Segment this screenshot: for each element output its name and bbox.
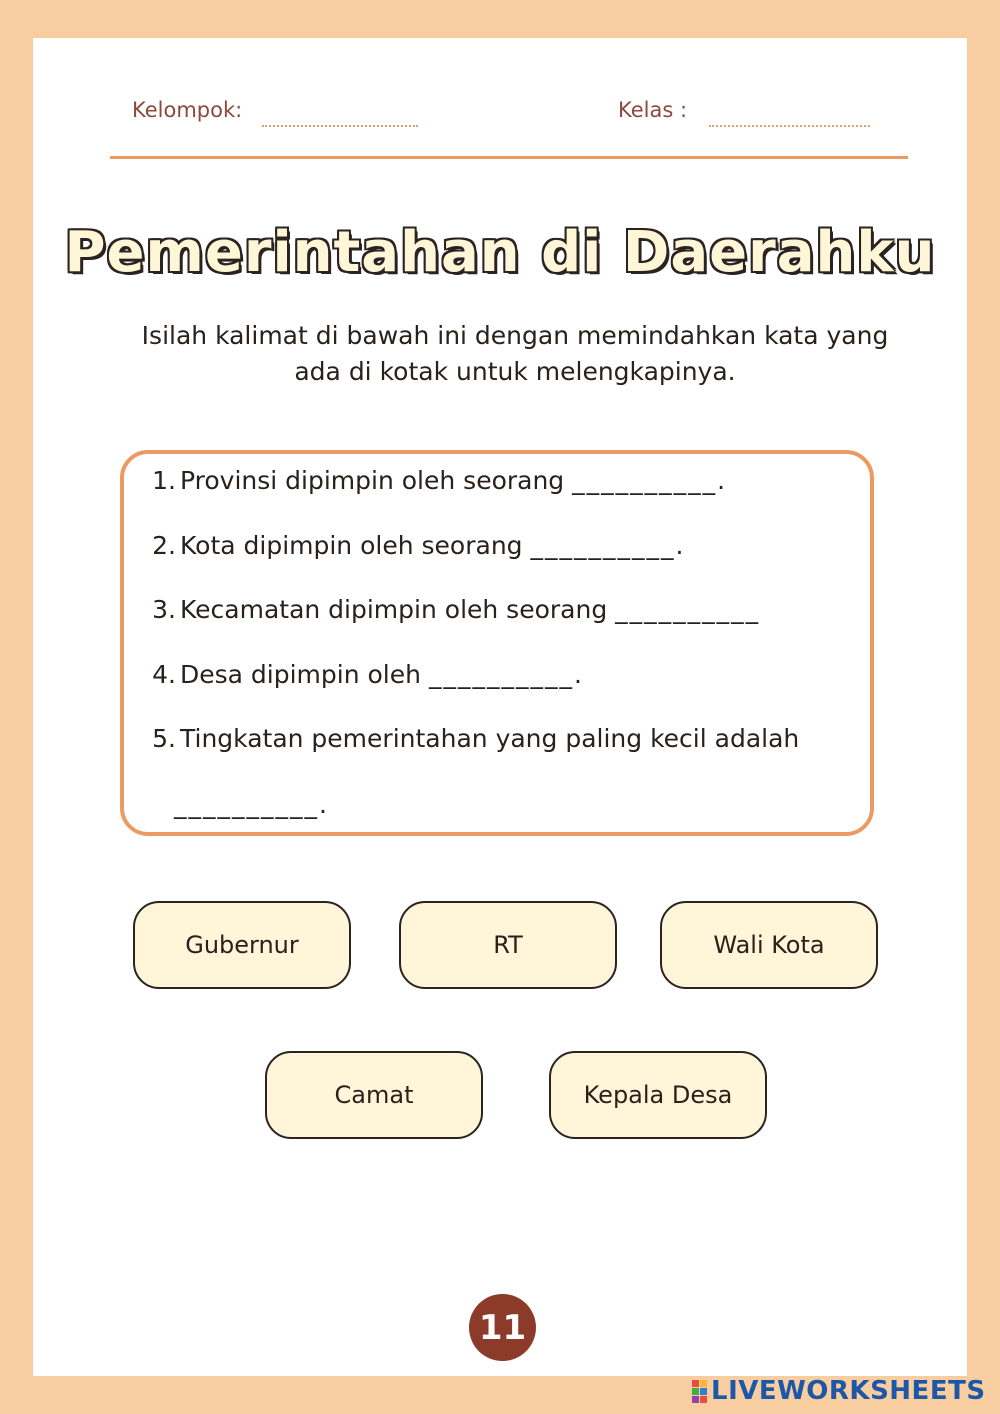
liveworksheets-watermark bbox=[692, 1376, 986, 1406]
question-number: 4. bbox=[152, 660, 176, 689]
group-label: Kelompok: bbox=[132, 98, 243, 122]
liveworksheets-logo-icon bbox=[692, 1380, 707, 1403]
questions-box bbox=[120, 450, 874, 836]
question-text: Kecamatan dipimpin oleh seorang bbox=[180, 595, 616, 624]
question-1 bbox=[148, 466, 725, 495]
question-number: 5. bbox=[152, 724, 176, 753]
question-number: 2. bbox=[152, 531, 176, 560]
question-end: . bbox=[675, 531, 684, 560]
question-2 bbox=[148, 531, 683, 560]
page-title: Pemerintahan di Daerahku bbox=[64, 220, 936, 285]
question-text: Provinsi dipimpin oleh seorang bbox=[180, 466, 573, 495]
question-number: 1. bbox=[152, 466, 176, 495]
header-divider bbox=[110, 156, 908, 159]
page-number-badge: 11 bbox=[469, 1294, 536, 1361]
question-3 bbox=[148, 595, 760, 624]
answer-blank-2[interactable]: __________ bbox=[530, 531, 676, 560]
question-end: . bbox=[573, 660, 582, 689]
word-chip-kepala-desa[interactable]: Kepala Desa bbox=[549, 1051, 767, 1139]
question-5 bbox=[148, 724, 799, 753]
class-label: Kelas : bbox=[618, 98, 688, 122]
word-chip-rt[interactable]: RT bbox=[399, 901, 617, 989]
instruction-text: Isilah kalimat di bawah ini dengan memindahkan kata yang ada di kotak untuk melengkapinya. bbox=[141, 321, 889, 386]
word-chip-gubernur[interactable]: Gubernur bbox=[133, 901, 351, 989]
question-end: . bbox=[717, 466, 726, 495]
answer-blank-1[interactable]: __________ bbox=[572, 466, 718, 495]
question-text: Kota dipimpin oleh seorang bbox=[180, 531, 531, 560]
answer-blank-4[interactable]: __________ bbox=[428, 660, 574, 689]
word-chip-wali-kota[interactable]: Wali Kota bbox=[660, 901, 878, 989]
question-4 bbox=[148, 660, 582, 689]
group-input-line[interactable] bbox=[262, 125, 418, 127]
answer-blank-5[interactable]: __________. bbox=[174, 790, 329, 819]
question-number: 3. bbox=[152, 595, 176, 624]
question-text: Desa dipimpin oleh bbox=[180, 660, 429, 689]
answer-blank-3[interactable]: __________ bbox=[615, 595, 761, 624]
class-input-line[interactable] bbox=[709, 125, 870, 127]
question-text: Tingkatan pemerintahan yang paling kecil adalah bbox=[180, 724, 800, 753]
word-chip-camat[interactable]: Camat bbox=[265, 1051, 483, 1139]
watermark-text: LIVEWORKSHEETS bbox=[711, 1376, 986, 1406]
